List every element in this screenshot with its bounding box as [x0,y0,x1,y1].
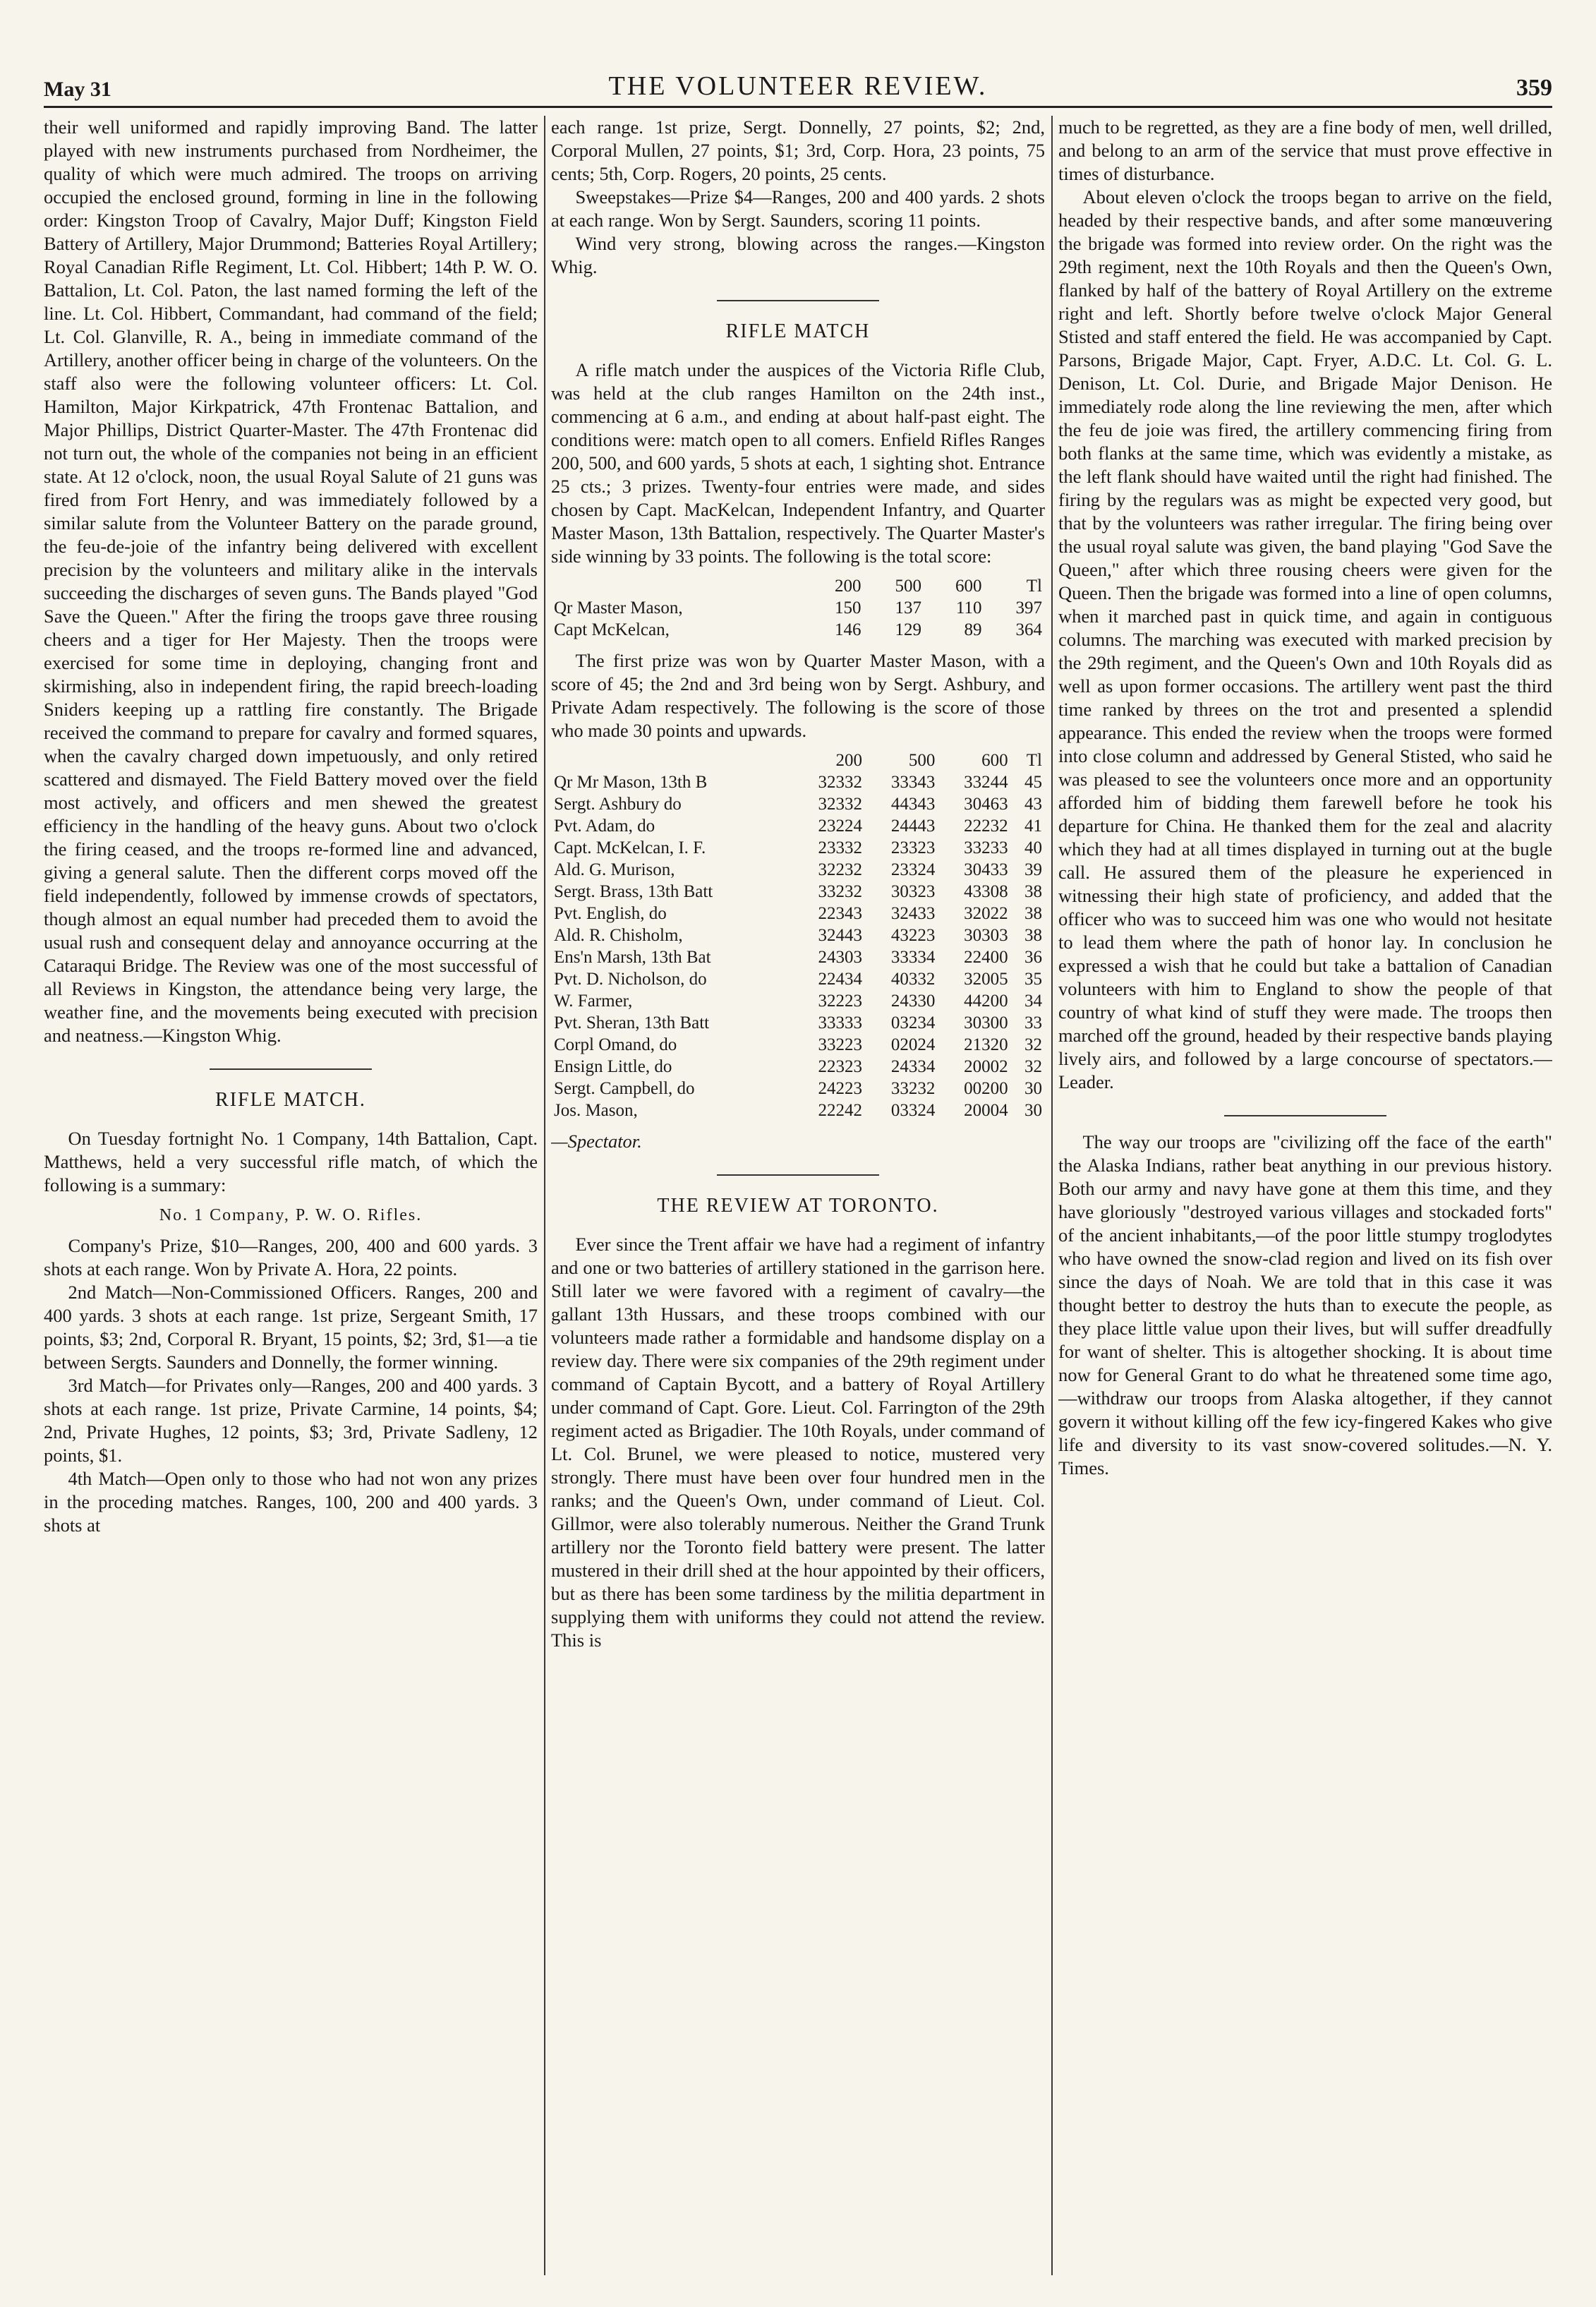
article-paragraph: Ever since the Trent affair we have had a regiment of infantry and one or two batteries of artillery stationed in the garrison here. Still later we were favored with a regiment of cavalry—the gallant 13th Hussars, and these troops combined with our volunteers made rather a formidable and handsome display on a review day. There were six companies of the 29th regiment under command of Captain Bycott, and a battery of Royal Artillery under command of Capt. Gore. Lieut. Col. Farrington of the 29th regiment acted as Brigadier. The 10th Royals, under command of Lt. Col. Brunel, we were pleased to notice, mustered very strongly. There must have been over four hundred men in the ranks; and the Queen's Own, under command of Lieut. Col. Gillmor, were also tolerably numerous. Neither the Grand Trunk artillery nor the Toronto field battery were present. The latter mustered in their drill shed at the hour appointed by their officers, but as there has been some tardiness by the militia department in supplying them with uniforms they could not attend the review. This is [551,1234,1045,1651]
table-header-cell: 600 [981,751,1008,770]
article-paragraph: each range. 1st prize, Sergt. Donnelly, 27 points, $2; 2nd, Corporal Mullen, 27 points, $1; 3rd, Corp. Hora, 23 points, 75 cents; 5th, Corp. Rogers, 20 points, 25 cents. [551,116,1045,184]
score-cell: 30 [1024,1101,1042,1120]
competitor-name-cell: Pvt. English, do [554,904,667,923]
score-cell: 32332 [818,795,863,814]
score-cell: 33233 [964,838,1008,857]
score-cell: 137 [895,598,922,618]
table-row [551,924,1045,946]
article-paragraph: 2nd Match—Non-Commissioned Officers. Ranges, 200 and 400 yards. 3 shots at each range. 1st prize, Sergeant Smith, 17 points, $3; 2nd, Corporal R. Bryant, 15 points, $2; 3rd, $1—a tie between Sergts. Saunders and Donnelly, the former winning. [44,1282,538,1373]
table-row [551,946,1045,968]
competitor-name-cell: Sergt. Campbell, do [554,1079,695,1098]
competitor-name-cell: Ens'n Marsh, 13th Bat [554,948,711,967]
score-cell: 150 [835,598,862,618]
score-cell: 40332 [890,970,936,989]
page-number: 359 [1516,75,1552,101]
section-divider [717,1174,879,1176]
table-row [551,968,1045,990]
team-score-table [551,575,1045,641]
table-header-cell [551,575,804,597]
score-cell: 20004 [964,1101,1008,1120]
competitor-name-cell: Qr Mr Mason, 13th B [554,773,708,792]
competitor-name-cell: Qr Master Mason, [554,598,683,618]
score-cell: 33334 [890,948,936,967]
score-cell: 89 [964,620,982,639]
score-cell: 33343 [890,773,936,792]
competitor-name-cell: Sergt. Brass, 13th Batt [554,882,713,901]
table-row [551,619,1045,641]
score-cell: 36 [1024,948,1042,967]
score-cell: 30300 [964,1013,1008,1032]
score-cell: 23323 [890,838,936,857]
table-row [551,1078,1045,1100]
score-cell: 35 [1024,970,1042,989]
score-cell: 38 [1024,904,1042,923]
score-cell: 32232 [818,860,863,879]
score-cell: 43308 [964,882,1008,901]
column-rule [1051,116,1053,2275]
score-cell: 20002 [964,1057,1008,1076]
score-cell: 45 [1024,773,1042,792]
score-cell: 22242 [818,1101,863,1120]
score-cell: 23324 [890,860,936,879]
score-cell: 30323 [890,882,936,901]
competitor-name-cell: Pvt. Adam, do [554,817,655,836]
score-cell: 22323 [818,1057,863,1076]
table-header-cell: 200 [835,577,862,596]
masthead [44,62,1552,108]
table-row [551,1100,1045,1121]
score-cell: 24223 [818,1079,863,1098]
score-cell: 33232 [818,882,863,901]
score-cell: 33232 [890,1079,936,1098]
score-cell: 32022 [964,904,1008,923]
score-cell: 32 [1024,1057,1042,1076]
column-1 [44,116,538,2275]
section-subheading: No. 1 Company, P. W. O. Rifles. [159,1206,423,1224]
score-cell: 43223 [890,926,936,945]
article-paragraph: Company's Prize, $10—Ranges, 200, 400 and 600 yards. 3 shots at each range. Won by Private A. Hora, 22 points. [44,1235,538,1279]
section-heading: RIFLE MATCH. [215,1089,366,1111]
article-paragraph: Wind very strong, blowing across the ranges.—Kingston Whig. [551,233,1045,277]
competitor-name-cell: Corpl Omand, do [554,1035,677,1054]
score-cell: 22434 [818,970,863,989]
score-cell: 43 [1024,795,1042,814]
table-header-cell: 500 [895,577,922,596]
score-cell: 33333 [818,1013,863,1032]
score-cell: 24303 [818,948,863,967]
score-cell: 38 [1024,926,1042,945]
score-cell: 129 [895,620,922,639]
article-source: —Spectator. [551,1131,642,1152]
score-cell: 33 [1024,1013,1042,1032]
table-header-cell: 200 [835,751,863,770]
table-row [551,881,1045,903]
table-header-row [551,575,1045,597]
score-cell: 146 [835,620,862,639]
score-cell: 41 [1024,817,1042,836]
score-cell: 30463 [964,795,1008,814]
score-cell: 33223 [818,1035,863,1054]
score-cell: 30433 [964,860,1008,879]
table-header-cell: Tl [1026,577,1042,596]
table-row [551,1056,1045,1078]
kingston-review-paragraph: their well uniformed and rapidly improving Band. The latter played with new instruments purchased from Nordheimer, the quality of which were much admired. The troops on arriving occupied the enclosed ground, forming in line in the following order: Kingston Troop of Cavalry, Major Duff; Kingston Field Battery of Artillery, Major Drummond; Batteries Royal Artillery; Royal Canadian Rifle Regiment, Lt. Col. Hibbert; 14th P. W. O. Battalion, Lt. Col. Paton, the last named forming the left of the line. Lt. Col. Hibbert, Commandant, had command of the field; Lt. Col. Glanville, R. A., being in immediate command of the Artillery, another officer being in charge of the volunteers. On the staff also were the following volunteer officers: Lt. Col. Hamilton, Major Kirkpatrick, 47th Frontenac Battalion, and Major Phillips, District Quarter-Master. The 47th Frontenac did not turn out, the whole of the companies not being in an efficient state. At 12 o'clock, noon, the usual Royal Salute of 21 guns was fired from Fort Henry, and was immediately followed by a similar salute from the Volunteer Battery on the parade ground, the feu-de-joie of the infantry being delivered with excellent precision by the volunteers and military alike in the intervals succeeding the discharges of seven guns. The Bands played "God Save the Queen." After the firing the troops gave three rousing cheers and a tiger for Her Majesty. Then the troops were exercised for some time in deploying, changing front and skirmishing, also in independent firing, the rapid breech-loading Sniders keeping up a rattling fire constantly. The Brigade received the command to prepare for cavalry and formed squares, when the cavalry charged down impetuously, and only retired scattered and dismayed. The Field Battery moved over the field most actively, and officers and men shewed the greatest efficiency in the handling of the heavy guns. About two o'clock the firing ceased, and the troops re-formed line and advanced, giving a general salute. Then the different corps moved off the field independently, followed by immense crowds of spectators, though almost an equal number had preceded them to avoid the usual rush and consequent delay and annoyance occurring at the Cataraqui Bridge. The Review was one of the most successful of all Reviews in Kingston, the attendance being very large, the weather fine, and the movements being executed with precision and neatness.—Kingston Whig. [44,116,538,1046]
table-row [551,859,1045,881]
score-cell: 03324 [890,1101,936,1120]
competitor-name-cell: Pvt. D. Nicholson, do [554,970,707,989]
table-row [551,771,1045,793]
score-cell: 32332 [818,773,863,792]
score-cell: 22400 [964,948,1008,967]
competitor-name-cell: Capt. McKelcan, I. F. [554,838,706,857]
table-row [551,1012,1045,1034]
score-cell: 22343 [818,904,863,923]
table-header-cell [551,749,792,771]
score-cell: 44343 [890,795,936,814]
table-row [551,597,1045,619]
score-cell: 30303 [964,926,1008,945]
article-paragraph: much to be regretted, as they are a fine body of men, well drilled, and belong to an arm of the service that must prove effective in times of disturbance. [1058,116,1552,184]
column-2 [551,116,1045,2275]
competitor-name-cell: Jos. Mason, [554,1101,638,1120]
score-cell: 24443 [890,817,936,836]
column-rule [544,116,545,2275]
article-paragraph: A rifle match under the auspices of the Victoria Rifle Club, was held at the club ranges Hamilton on the 24th inst., commencing at 6 a.m., and ending at about half-past eight. The conditions were: match open to all comers. Enfield Rifles Ranges 200, 500, and 600 yards, 5 shots at each, 1 sighting shot. Entrance 25 cts.; 3 prizes. Twenty-four entries were made, and sides chosen by Capt. MacKelcan, Independent Infantry, and Quarter Master Mason, 13th Battalion, respectively. The Quarter Master's side winning by 33 points. The following is the total score: [551,359,1045,567]
article-paragraph: The way our troops are "civilizing off the face of the earth" the Alaska Indians, rather beat anything in our previous history. Both our army and navy have gone at them this time, and they have gloriously "destroyed various villages and stockaded forts" of the ancient inhabitants,—of the poor little stumpy troglodytes who have owned the snow-clad region and lived on its fish over since the days of Noah. We are told that in this case it was thought better to destroy the huts than to execute the people, as they place little value upon their lives, but will suffer dreadfully for want of shelter. This is altogether shocking. It is about time now for General Grant to do what he threatened some time ago,—withdraw our troops from Alaska altogether, if they cannot govern it without killing off the few icy-fingered Kakes who give life and diversity to its vast snow-covered solitudes.—N. Y. Times. [1058,1131,1552,1478]
article-paragraph: 3rd Match—for Privates only—Ranges, 200 and 400 yards. 3 shots at each range. 1st prize, Private Carmine, 14 points, $4; 2nd, Private Hughes, 12 points, $3; 3rd, Private Sadleny, 12 points, $1. [44,1375,538,1466]
score-cell: 39 [1024,860,1042,879]
competitor-name-cell: Ald. G. Murison, [554,860,675,879]
score-cell: 32433 [890,904,936,923]
table-header-cell: 600 [955,577,982,596]
score-cell: 32223 [818,992,863,1011]
article-paragraph: 4th Match—Open only to those who had not won any prizes in the proceding matches. Ranges, 100, 200 and 400 yards. 3 shots at [44,1468,538,1536]
score-cell: 397 [1015,598,1042,618]
issue-date: May 31 [44,78,111,101]
score-cell: 02024 [890,1035,936,1054]
score-cell: 24334 [890,1057,936,1076]
score-cell: 24330 [890,992,936,1011]
competitor-name-cell: Sergt. Ashbury do [554,795,682,814]
score-cell: 364 [1015,620,1042,639]
score-cell: 23332 [818,838,863,857]
score-cell: 22232 [964,817,1008,836]
score-cell: 38 [1024,882,1042,901]
score-cell: 32443 [818,926,863,945]
table-row [551,1034,1045,1056]
table-header-cell: 500 [908,751,936,770]
score-cell: 32005 [964,970,1008,989]
score-cell: 00200 [964,1079,1008,1098]
table-row [551,990,1045,1012]
competitor-name-cell: Ensign Little, do [554,1057,672,1076]
publication-title: THE VOLUNTEER REVIEW. [608,71,988,101]
competitor-name-cell: Ald. R. Chisholm, [554,926,683,945]
score-cell: 03234 [890,1013,936,1032]
score-cell: 33244 [964,773,1008,792]
competitor-name-cell: Pvt. Sheran, 13th Batt [554,1013,710,1032]
score-cell: 44200 [964,992,1008,1011]
score-cell: 32 [1024,1035,1042,1054]
article-paragraph: Sweepstakes—Prize $4—Ranges, 200 and 400 yards. 2 shots at each range. Won by Sergt. Saunders, scoring 11 points. [551,186,1045,231]
section-divider [717,300,879,301]
table-header-row [551,749,1045,771]
score-cell: 110 [955,598,982,618]
table-row [551,793,1045,815]
section-heading: RIFLE MATCH [725,320,871,342]
score-cell: 23224 [818,817,863,836]
article-paragraph: About eleven o'clock the troops began to arrive on the field, headed by their respective bands, and after some manœuvering the brigade was formed into review order. On the right was the 29th regiment, next the 10th Royals and then the Queen's Own, flanked by half of the battery of Royal Artillery on the extreme right and left. Shortly before twelve o'clock Major General Stisted and staff entered the field. He was accompanied by Capt. Parsons, Brigade Major, Capt. Fryer, A.D.C. Lt. Col. G. L. Denison, Lt. Col. Durie, and Brigade Major Denison. He immediately rode along the line reviewing the men, after which the feu de joie was fired, the artillery commencing firing from both flanks at the same time, which was evidently a mistake, as the left flank should have waited until the right had finished. The firing by the regulars was as might be expected very good, but that by the volunteers was rather irregular. The firing being over the usual royal salute was given, the band playing "God Save the Queen," after which three rousing cheers were given for the Queen. Then the brigade was formed into a line of open columns, when it marched past in quick time, and again in contiguous columns. The marching was executed with marked precision by the 29th regiment, and the Queen's Own and 10th Royals did as well as upon former occasions. The artillery went past the third time ranked by threes on the trot and presented a splendid appearance. This ended the review when the troops were formed into close column and addressed by General Stisted, who said he was pleased to see the volunteers once more and an opportunity afforded him of bidding them farewell before he took his departure for China. He thanked them for the zeal and alacrity which they had at all times displayed in turning out at the bugle call. He assured them of the pleasure he experienced in witnessing their high state of proficiency, and added that the officer who was to succeed him was one who would not hesitate to lead them where the path of honor lay. In conclusion he expressed a wish that he could but take a battalion of Canadian volunteers with him to England to show the people of that country of what kind of stuff they were made. The troops then marched off the ground, headed by their respective bands playing lively airs, and followed by a large concourse of spectators.—Leader. [1058,186,1552,1092]
competitor-name-cell: W. Farmer, [554,992,633,1011]
table-row [551,815,1045,837]
section-divider [1224,1115,1386,1116]
article-paragraph: On Tuesday fortnight No. 1 Company, 14th Battalion, Capt. Matthews, held a very successful rifle match, of which the following is a summary: [44,1128,538,1195]
score-cell: 30 [1024,1079,1042,1098]
score-cell: 40 [1024,838,1042,857]
table-header-cell: Tl [1026,751,1042,770]
score-cell: 21320 [964,1035,1008,1054]
article-paragraph: The first prize was won by Quarter Master Mason, with a score of 45; the 2nd and 3rd being won by Sergt. Ashbury, and Private Adam respectively. The following is the score of those who made 30 points and upwards. [551,650,1045,741]
section-divider [210,1068,372,1070]
competitor-name-cell: Capt McKelcan, [554,620,670,639]
table-row [551,837,1045,859]
column-3 [1058,116,1552,2275]
individual-score-table [551,749,1045,1121]
score-cell: 34 [1024,992,1042,1011]
table-row [551,903,1045,924]
section-heading: THE REVIEW AT TORONTO. [657,1195,939,1217]
